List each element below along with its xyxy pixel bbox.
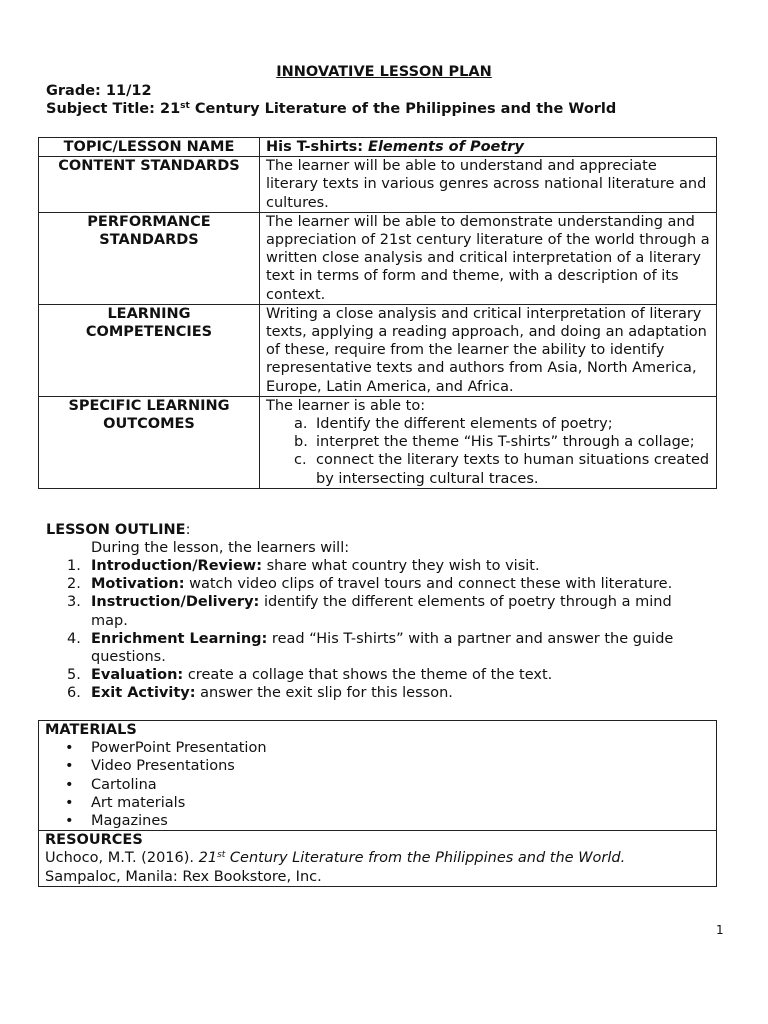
topic-label: TOPIC/LESSON NAME	[39, 138, 260, 157]
material-item: PowerPoint Presentation	[91, 740, 267, 757]
table-row	[39, 304, 717, 396]
performance-standards-label: PERFORMANCE STANDARDS	[39, 212, 260, 304]
citation-title-rest: Century Literature from the Philippines and the World.	[225, 850, 626, 867]
outline-item-label: Enrichment Learning:	[91, 630, 268, 647]
table-row	[39, 396, 717, 488]
outline-number: 3.	[67, 594, 81, 611]
bullet-icon: •	[65, 794, 74, 811]
bullet-icon: •	[65, 758, 74, 775]
outline-item-text: create a collage that shows the theme of the text.	[183, 667, 553, 684]
list-item	[266, 451, 712, 487]
outline-item-text: share what country they wish to visit.	[262, 558, 540, 574]
list-item	[46, 630, 706, 666]
materials-list	[45, 739, 710, 830]
citation-title-prefix: 21	[198, 850, 218, 867]
specific-outcomes-value	[260, 396, 717, 488]
outcome-marker: b.	[294, 434, 308, 451]
list-item	[46, 666, 706, 684]
subject-prefix: 21	[159, 101, 181, 117]
content-standards-value: The learner will be able to understand and appreciate literary texts in various genres across national literature and cultures.	[260, 157, 717, 213]
list-item	[46, 557, 706, 575]
materials-heading: MATERIALS	[45, 722, 137, 738]
subject-line	[46, 100, 616, 118]
performance-standards-value: The learner will be able to demonstrate understanding and appreciation of 21st century literature of the world through a written close analysis and critical interpretation of a literary text in terms of form and theme, with a description of its context.	[260, 212, 717, 304]
outline-item-label: Evaluation:	[91, 667, 184, 684]
list-item	[266, 415, 712, 433]
outline-item-label: Exit Activity:	[91, 685, 196, 702]
outline-heading-colon: :	[185, 522, 191, 538]
document-title: INNOVATIVE LESSON PLAN	[276, 64, 492, 80]
list-item	[46, 684, 706, 702]
bullet-icon: •	[65, 813, 74, 830]
outline-number: 6.	[67, 685, 81, 702]
topic-value-italic: Elements of Poetry	[368, 139, 524, 155]
outcome-marker: a.	[294, 416, 308, 433]
list-item	[46, 575, 706, 593]
outcome-text: connect the literary texts to human situations created by intersecting cultural traces.	[316, 452, 710, 487]
resource-citation	[45, 849, 710, 867]
grade-label: Grade:	[46, 83, 101, 99]
grade-line	[46, 82, 152, 100]
outcome-text: interpret the theme “His T-shirts” through a collage;	[316, 434, 695, 451]
outline-item-label: Introduction/Review:	[91, 558, 262, 574]
grade-value: 11/12	[105, 83, 152, 99]
list-item	[46, 593, 706, 629]
outline-heading-text: LESSON OUTLINE	[46, 522, 186, 538]
table-row	[39, 138, 717, 157]
outline-number: 1.	[67, 558, 81, 574]
table-row	[39, 157, 717, 213]
citation-author: Uchoco, M.T. (2016).	[45, 850, 199, 867]
list-item	[45, 757, 710, 775]
subject-label: Subject Title:	[46, 101, 155, 117]
learning-competencies-value: Writing a close analysis and critical interpretation of literary texts, applying a reading approach, and doing an adaptation of these, require from the learner the ability to identify representative texts and authors from Asia, North America, Europe, Latin America, and Africa.	[260, 304, 717, 396]
outline-item-label: Instruction/Delivery:	[91, 594, 260, 611]
list-item	[266, 433, 712, 451]
citation-publisher: Sampaloc, Manila: Rex Bookstore, Inc.	[45, 868, 322, 885]
table-row	[39, 831, 717, 887]
outcome-text: Identify the different elements of poetry;	[316, 416, 613, 433]
outline-item-text: read “His T-shirts” with a partner and answer the guide questions.	[91, 630, 674, 666]
lesson-outline-list	[46, 557, 706, 703]
materials-resources-table	[38, 720, 717, 887]
table-row	[39, 721, 717, 831]
material-item: Cartolina	[91, 776, 157, 793]
subject-rest: Century Literature of the Philippines and the World	[189, 101, 617, 117]
list-item	[45, 794, 710, 812]
list-item	[45, 776, 710, 794]
material-item: Video Presentations	[91, 758, 235, 775]
subject-superscript: st	[180, 101, 190, 111]
resources-cell	[39, 831, 717, 887]
outline-number: 4.	[67, 630, 81, 647]
lesson-outline-heading	[46, 521, 190, 539]
material-item: Magazines	[91, 813, 168, 830]
citation-title	[199, 850, 626, 866]
specific-outcomes-intro: The learner is able to:	[266, 397, 426, 414]
learning-competencies-label: LEARNING COMPETENCIES	[39, 304, 260, 396]
bullet-icon: •	[65, 776, 74, 793]
topic-value-plain: His T-shirts:	[266, 139, 369, 155]
material-item: Art materials	[91, 794, 186, 811]
resources-heading: RESOURCES	[45, 832, 143, 849]
bullet-icon: •	[65, 740, 74, 757]
outcome-marker: c.	[294, 452, 307, 469]
lesson-table	[38, 137, 717, 489]
outline-number: 5.	[67, 667, 81, 684]
specific-outcomes-label: SPECIFIC LEARNING OUTCOMES	[39, 396, 260, 488]
materials-cell	[39, 721, 717, 831]
outline-item-label: Motivation:	[91, 576, 185, 593]
outline-item-text: identify the different elements of poetry through a mind map.	[91, 594, 672, 629]
outline-item-text: watch video clips of travel tours and connect these with literature.	[184, 576, 673, 593]
outcomes-list	[266, 415, 712, 488]
citation-title-superscript: st	[217, 850, 226, 861]
list-item	[45, 812, 710, 830]
lesson-outline-intro: During the lesson, the learners will:	[91, 540, 350, 556]
page-number: 1	[716, 923, 724, 937]
outline-item-text: answer the exit slip for this lesson.	[195, 685, 453, 702]
list-item	[45, 739, 710, 757]
outline-number: 2.	[67, 576, 81, 593]
content-standards-label: CONTENT STANDARDS	[39, 157, 260, 213]
table-row	[39, 212, 717, 304]
topic-value	[260, 138, 717, 157]
